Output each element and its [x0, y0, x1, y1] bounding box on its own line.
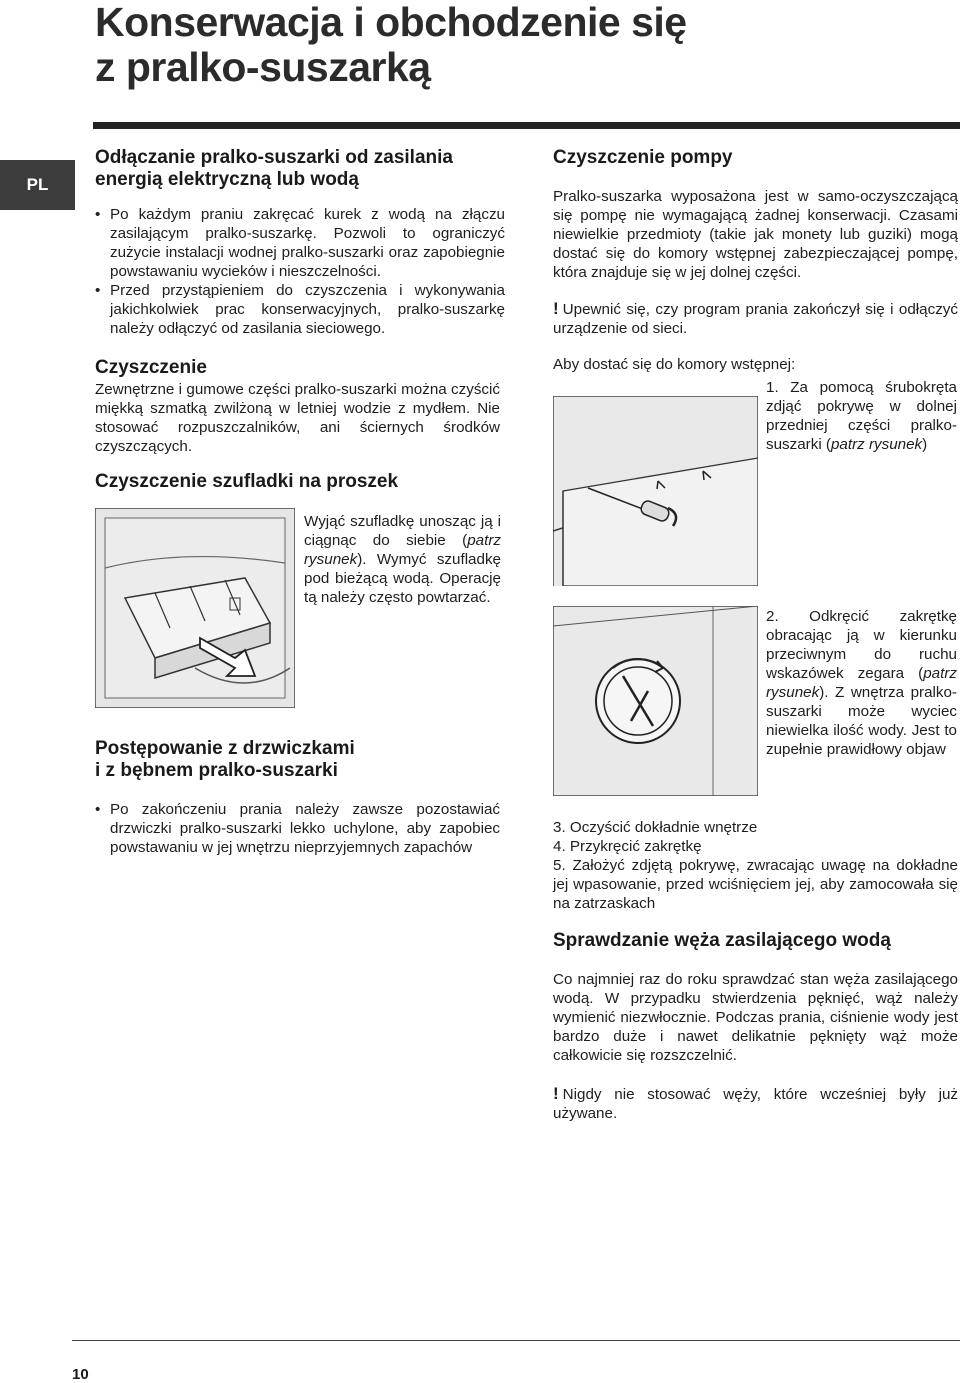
heading-line: Odłączanie pralko-suszarki od zasilania [95, 147, 453, 168]
section-door [95, 738, 500, 857]
drawer-figure [95, 508, 295, 708]
section-disconnect [95, 147, 505, 338]
cleaning-text: Zewnętrzne i gumowe części pralko-suszarki można czyścić miękką szmatką zwilżoną w letniej wodzie z mydłem. Nie stosować rozpuszczalników, ani ściernych środków czyszczących. [95, 381, 500, 455]
detergent-drawer-illustration [95, 508, 295, 708]
drawer-text-italic: patrz rysunek [304, 532, 501, 568]
page-title-line1: Konserwacja i obchodzenie się [95, 0, 687, 45]
disconnect-list [95, 205, 505, 338]
heading-line: i z bębnem pralko-suszarki [95, 760, 338, 781]
step-1 [766, 378, 957, 454]
header-rule [93, 122, 960, 129]
heading-line: energią elektryczną lub wodą [95, 169, 359, 190]
drawer-text-part: Wyjąć szufladkę unosząc ją i ciągnąc do siebie ( [304, 513, 501, 549]
section-cleaning-heading: Czyszczenie [95, 357, 207, 378]
heading-line: Postępowanie z drzwiczkami [95, 738, 355, 759]
section-drawer-heading: Czyszczenie szufladki na proszek [95, 471, 399, 492]
step-3: 3. Oczyścić dokładnie wnętrze [553, 819, 758, 836]
warning-text: Upewnić się, czy program prania zakończył się i odłączyć urządzenie od sieci. [553, 301, 958, 337]
drawer-text-part: ). Wymyć szufladkę pod bieżącą wodą. Operację tą należy często powtarzać. [304, 551, 501, 606]
list-item: • Po zakończeniu prania należy zawsze pozostawiać drzwiczki pralko-suszarki lekko uchylone, aby zapobiec powstawaniu w jej wnętrzu nieprzyjemnych zapachów [95, 800, 500, 857]
warning-icon: ! [553, 299, 559, 318]
list-item: • Przed przystąpieniem do czyszczenia i wykonywania jakichkolwiek prac konserwacyjnych, pralko-suszarkę należy odłączyć od zasilania sieciowego. [95, 281, 505, 338]
step-4: 4. Przykręcić zakrętkę [553, 838, 702, 855]
step-text: ) [922, 436, 928, 453]
step-text: 2. Odkręcić zakrętkę obracając ją w kierunku przeciwnym do ruchu wskazówek zegara ( [766, 608, 957, 682]
section-hose [553, 930, 958, 1123]
pump-cap-illustration [553, 606, 758, 796]
pump-text: Pralko-suszarka wyposażona jest w samo-oczyszczającą się pompę nie wymagającą żadnej konserwacji. Czasami niewielkie przedmioty (takie jak monety lub guziki) mogą dostać się do komory wstępnej zabezpieczającej pompę, która znajduje się w jej dolnej części. [553, 188, 958, 281]
language-tab-label: PL [26, 175, 49, 194]
section-door-heading [95, 738, 500, 782]
section-hose-heading: Sprawdzanie węża zasilającego wodą [553, 930, 891, 951]
list-item: • Po każdym praniu zakręcać kurek z wodą na złączu zasilającym pralko-suszarkę. Pozwoli to ograniczyć zużycie instalacji wodnej pralko-suszarki oraz zapobiegnie powstawaniu wycieków i nieszczelności. [95, 205, 505, 281]
step-text: ). Z wnętrza pralko-suszarki może wyciec niewielka ilość wody. Jest to zupełnie prawidłowy objaw [766, 684, 957, 758]
page-title-line2: z pralko-suszarką [95, 44, 431, 90]
section-cleaning [95, 357, 500, 456]
warning-icon: ! [553, 1084, 559, 1103]
footer-rule [72, 1340, 960, 1341]
step-text-italic: patrz rysunek [830, 436, 923, 453]
warning-text: Nigdy nie stosować węży, które wcześniej były już używane. [553, 1086, 958, 1122]
hose-warning [553, 1084, 958, 1123]
door-list [95, 800, 500, 857]
language-tab [0, 160, 75, 210]
step-text: 1. Za pomocą śrubokręta zdjąć pokrywę w dolnej przedniej części pralko-suszarki ( [766, 379, 957, 453]
section-drawer [95, 471, 500, 493]
step-5: 5. Założyć zdjętą pokrywę, zwracając uwagę na dokładne jej wpasowanie, przed wciśnięciem jej, aby zamocowała się na zatrzaskach [553, 857, 958, 912]
pump-access-text: Aby dostać się do komory wstępnej: [553, 356, 796, 373]
step-2 [766, 607, 957, 759]
cover-removal-illustration [553, 396, 758, 586]
section-disconnect-heading [95, 147, 505, 191]
hose-text: Co najmniej raz do roku sprawdzać stan węża zasilającego wodą. W przypadku stwierdzenia pęknięć, wąż należy wymienić niezwłocznie. Podczas prania, ciśnienie wody jest bardzo duże i nawet delikatnie pęknięty wąż może całkowicie się rozszczelnić. [553, 971, 958, 1064]
steps-3-5 [553, 818, 958, 913]
section-pump-heading: Czyszczenie pompy [553, 147, 733, 168]
pump-cap-figure [553, 606, 758, 796]
step-text-italic: patrz rysunek [766, 665, 957, 701]
section-pump [553, 147, 958, 374]
drawer-text [304, 512, 501, 607]
page-title [95, 0, 687, 90]
cover-removal-figure [553, 396, 758, 586]
page-number: 10 [72, 1366, 89, 1383]
pump-warning [553, 299, 958, 338]
